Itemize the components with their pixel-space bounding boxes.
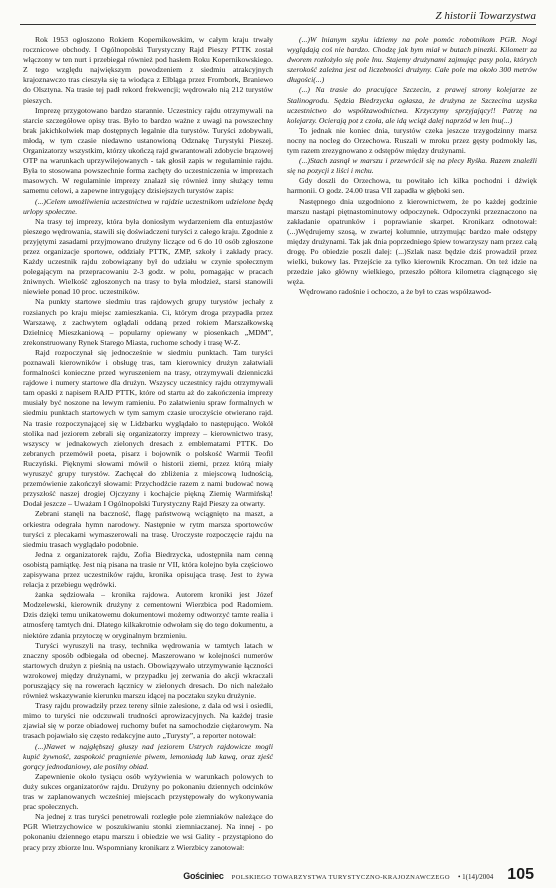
article-paragraph: Imprezę przygotowano bardzo starannie. Uczestnicy rajdu otrzymywali na starcie szczegółowe opisy tras. Było to bardzo ważne z uwagi na powszechny brak jakichkolwiek map dostępnych legalnie dla turystów. Turyści zdobywali, młodą, w tym czasie niedawno ustanowioną Odznakę Turystyki Pieszej. Organizatorzy wszystkim, którzy ukończą rajd gwarantowali zdobycie brązowej OTP na warunkach uprzywilejowanych - tak głosił zapis w regulaminie rajdu. Była to stosowana powszechnie forma zachęty do uczestniczenia w imprezach masowych. W regulaminie imprezy znalazł się również inny służący temu samemu celowi, a zapewne intrygujący dzisiejszych turystów zapis:: [23, 105, 273, 196]
article-paragraph: Trasy rajdu prowadziły przez tereny silnie zalesione, z dala od wsi i osiedli, mimo to turyści nie odczuwali trudności aprowizacyjnych. Na każdej trasie zjawiał się w porze obiadowej ruchomy bufet na samochodzie ciężarowym. Na trasach pojawiało się często redakcyjne auto „Turysty”, a reporter notował:: [23, 701, 273, 741]
article-paragraph: Wędrowano radośnie i ochoczo, a że był to czas współzawod-: [299, 287, 492, 297]
article-paragraph: Zebrani stanęli na baczność, flagę państwową wciągnięto na maszt, a orkiestra odegrała hymn narodowy. Następnie w rytm marsza sportowców turyści z plecakami wymaszerowali na trasę. Uroczyste rozpoczęcie rajdu na siedmiu trasach wyglądało podobnie.: [23, 509, 273, 549]
article-paragraph: Na jednej z tras turyści penetrowali rozległe pole ziemniaków należące do PGR Wietrzychowice w poszukiwaniu stonki ziemniaczanej. Na innej - po pokonaniu dziennego etapu marszu i obiedzie we wsi Gality - przystąpiono do pracy przy zbiorze lnu. Wspomniany kronikarz z Wierzbicy zanotował:: [23, 812, 273, 852]
article-body: [23, 35, 537, 863]
quote-paragraph: (...)Nawet w najgłębszej głuszy nad jeziorem Ustrych rajdowicze mogli kupić żywność, zaspokoić pragnienie piwem, lemoniadą lub kawą, oraz zjeść gorący jednodaniowy, ale posilny obiad.: [23, 741, 273, 771]
quote-paragraph: (...) Na trasie do pracujące Szczecin, z prawej strony kolejarze ze Stalinogrodu. Sędzia Biedrzycka ogłasza, że drużyna ze Szczecina uzyska uczestnictwo do współzawodnictwa. Krzyczymy sprzyjający!! Patrzę na kolejarzy. Ocierają pot z czoła, ale idą wciąż dalej naprzód w len lnu(...): [287, 85, 537, 125]
header-rule: [20, 24, 536, 25]
magazine-title: Gościniec: [183, 871, 224, 881]
section-header: Z historii Towarzystwa: [435, 10, 536, 22]
quote-paragraph: (...)Celem umożliwienia uczestnictwa w rajdzie uczestnikom udzielone będą urlopy społeczne.: [23, 196, 273, 216]
article-paragraph: Jedna z organizatorek rajdu, Zofia Biedrzycka, udostępniła nam cenną osobistą pamiątkę. Jest nią pisana na trasie nr VII, która kolejno była częściowo zapisywana przez uczestników rajdu, kronika opisująca trasę. Jest to żywa relacja z przebiegu wędrówki.: [23, 549, 273, 590]
article-paragraph: Rok 1953 ogłoszono Rokiem Kopernikowskim, w całym kraju trwały rocznicowe obchody. I Ogólnopolski Turystyczny Rajd Pieszy PTTK został włączony w ten nurt i przebiegał również pod hasłem Roku Kopernikowskiego. Z tego względu największym powodzeniem z siedmiu atrakcyjnych krajoznawczo tras cieszyła się ta wiodąca z Elbląga przez Frombork, Braniewo do Olsztyna. Na trasie tej padł rekord frekwencji; wędrowało nią 212 turystów pieszych.: [23, 35, 273, 105]
page-number: 105: [507, 866, 534, 883]
quote-paragraph: (...)W lnianym szyku idziemy na pole pomóc robotnikom PGR. Nogi wyglądają coś nie bardzo. Chodzę jak bym miał w butach pinezki. Kilometr za dworem rozłożyło się pole lnu. Stajemy drużynami zajmując pasy pola, których szerokość zależna jest od liczebności drużyny. Całe pole ma około 300 metrów długości(...): [287, 35, 537, 85]
article-paragraph: Turyści wyruszyli na trasy, technika wędrowania w tamtych latach w znaczny sposób odbiegała od obecnej. Maszerowano w kolejności numerów startowych drużyn z pieśnią na ustach. Obowiązywało utrzymywanie łączności wzrokowej między drużynami, w przypadku jej zerwania do akcji wkraczali porusząjący się na rowerach łącznicy w zielonych dresach. Do nich należało również wskazywanie kierunku marszu idącej na pocztaku szyku drużynie.: [23, 640, 273, 701]
quote-paragraph: (...)Stach zasnął w marszu i przewrócił się na plecy Ryśka. Razem znaleźli się na pozycji z liści i mchu.: [287, 156, 537, 176]
article-paragraph: To jednak nie koniec dnia, turystów czeka jeszcze trzygodzinny marsz nocny na nocleg do Orzechowa. Ruszali w mroku przez gęsty podmokły las, tym razem zrezygnowano z odstępów między drużynami.: [287, 125, 537, 156]
article-paragraph: Na trasy tej imprezy, która była doniosłym wydarzeniem dla entuzjastów pieszego wędrowania, stawili się doświadczeni turyści z całego kraju. Zgodnie z przyjętymi zasadami przyjmowano drużyny liczące od 6 do 10 osób zgłoszone przez organizacje sportowe, oddziały PTTK, ZMP, szkoły i zakłady pracy. Każdy uczestnik rajdu zobowiązany był do udziału w czynie społecznym polegającym na przepracowaniu 2-3 godz. w polu, pomagając w pracach żniwnych. Wielkość zgłoszonych na trasy to była młodzież, starsi stanowili niewiele ponad 10 proc. uczestników.: [23, 216, 273, 297]
article-paragraph: Następnego dnia uzgodniono z kierownictwem, że po każdej godzinie marszu nastąpi piętnastominutowy odpoczynek. Odpoczynki przeznaczono na zakładanie opatrunków i poprawianie skarpet. Kronikarz odnotował: (...)Wędrujemy szosą, w zwartej kolumnie, utrzymując bardzo małe odstępy między drużynami. Tak jak dnia poprzedniego śpiew towarzyszy nam przez całą drogę. Po obiedzie poszli dalej: (...)Szlak nasz będzie dziś prowadził przez wielki, bukowy las. Przejście za tylko kierownik Kroczman. On też idzie na przedzie jako główny wielkiego, przeszło półtora kilometra ciągnącego się węża.: [287, 196, 537, 287]
page-footer: [0, 866, 534, 884]
issue-number: • 1(14)/2004: [457, 873, 494, 881]
article-paragraph: Rajd rozpoczynał się jednocześnie w siedmiu punktach. Tam turyści poznawali kierowników i obsługę tras, tam kierownicy drużyn załatwiali formalności konieczne przed wyruszeniem na trasy, otrzymywali dzienniczki rajdowe i numery startowe dla drużyn. Wszyscy uczestnicy rajdu otrzymywali tam opaski z napisem RAJD PTTK, które od startu aż do zakończenia imprezy musiały być noszone na lewym ramieniu. Po załatwieniu spraw formalnych w siedmiu punktach startowych w tym samym czasie uroczyście otwierano rajd. Na trasie rozpoczynającej się w Lidzbarku wyglądało to następująco. Wokół stolika nad jeziorem zebrali się organizatorzy imprezy – kierownictwo trasy, wszyscy w jednakowych zielonych dresach z emblematami PTTK. Do zebranych przemówił poeta, pisarz i bojownik o polskość Warmii Teofil Ruczyński. Pięknymi słowami mówił o historii ziemi, przez którą miały wyruszyć grupy turystów. Zachęcał do zbliżenia z miejscową ludnością, przemówienie zakończył słowami: Przychodźcie razem z nami budować nową przyszłość naszej drogiej Ojczyzny i kochajcie piękną Ziemię Warmińską! Dodał jeszcze – Uważam I Ogólnopolski Turystyczny Rajd Pieszy za otwarty.: [23, 347, 273, 509]
article-paragraph: Gdy doszli do Orzechowa, tu powitało ich kilka pochodni i dźwięk harmonii. O godz. 24.00 trasa VII zapadła w głęboki sen.: [287, 176, 537, 196]
article-paragraph: Zapewnienie około tysiącu osób wyżywienia w warunkach polowych to duży sukces organizatorów rajdu. Drużyny po pokonaniu dziennych odcinków tras w zaplanowanych wcześniej miejscach przystępowały do wykonywania prac społecznych.: [23, 771, 273, 812]
article-paragraph: żanka sędziowała – kronika rajdowa. Autorem kroniki jest Józef Modzelewski, kierownik drużyny z cementowni Wierzbica pod Radomiem. Dzis dzięki temu unikatowemu dokumentowi możemy odtworzyć tamte realia i atmosferę tamtych dni. Dlatego kilkakrotnie odwołam się do tego dokumentu, a niektóre zdania przytoczę w oryginalnym brzmieniu.: [23, 590, 273, 640]
publisher-name: POLSKIEGO TOWARZYSTWA TURYSTYCZNO-KRAJOZNAWCZEGO: [231, 874, 450, 881]
article-paragraph: Na punkty startowe siedmiu tras rajdowych grupy turystów jechały z rozsianych po kraju miejsc zamieszkania. Ci, którym droga przypadła przez Warszawę, z zachwytem oglądali oddaną przed rokiem Marszałkowską Dzielnicę Mieszkaniową – popularny opiewany w piosenkach „MDM”, zrekonstruowany Rynek Starego Miasta, ruchome schody i trasę W-Z.: [23, 297, 273, 347]
